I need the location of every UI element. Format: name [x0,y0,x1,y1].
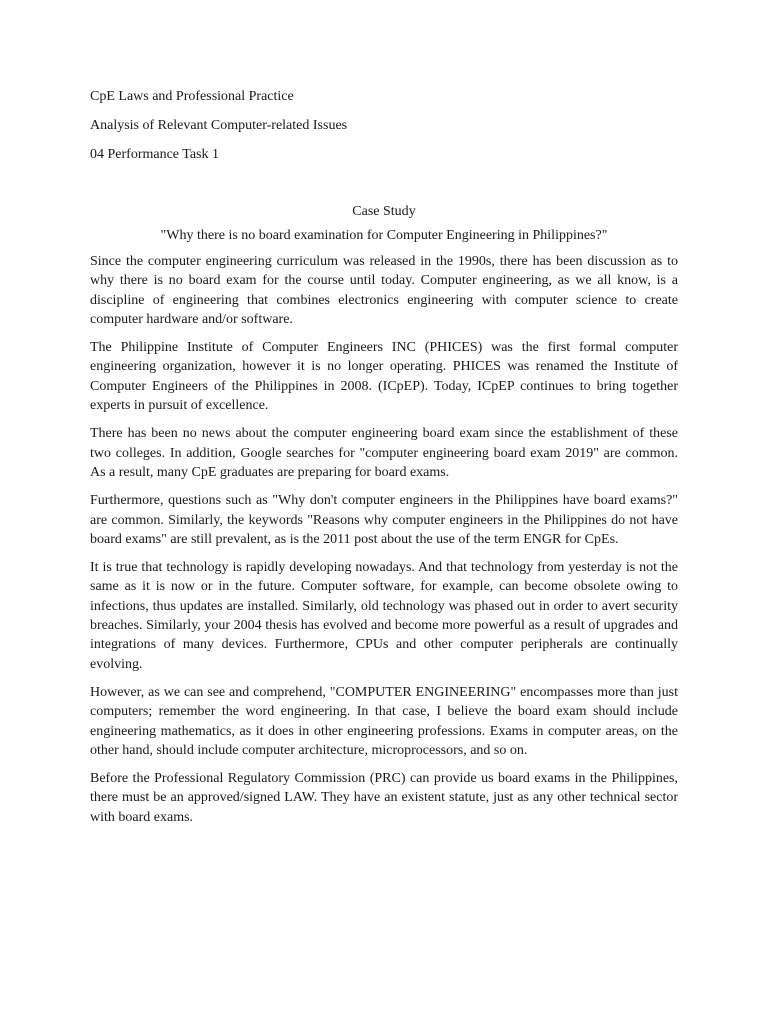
course-title: CpE Laws and Professional Practice [90,89,294,104]
task-title: 04 Performance Task 1 [90,147,220,162]
topic-title: Analysis of Relevant Computer-related Issues [90,118,348,133]
paragraph: The Philippine Institute of Computer Engineers INC (PHICES) was the first formal computer engineering organization, however it is no longer operating. PHICES was renamed the Institute of Computer Engineers of the Philippines in 2008. (ICpEP). Today, ICpEP continues to bring together experts in pursuit of excellence. [90,340,678,414]
paragraph: Before the Professional Regulatory Commission (PRC) can provide us board exams in the Philippines, there must be an approved/signed LAW. They have an existent statute, just as any other technical sector with board exams. [90,771,678,825]
paragraph: However, as we can see and comprehend, "COMPUTER ENGINEERING" encompasses more than just computers; remember the word engineering. In that case, I believe the board exam should include engineering mathematics, as it does in other engineering professions. Exams in computer areas, on the other hand, should include computer architecture, microprocessors, and so on. [90,684,678,758]
body-text [90,252,678,827]
document-page [90,88,678,836]
case-study-heading: Case Study [352,204,416,219]
paragraph: It is true that technology is rapidly developing nowadays. And that technology from yesterday is not the same as it is now or in the future. Computer software, for example, can become obsolete owing to infections, thus updates are installed. Similarly, old technology was phased out in order to avert security breaches. Similarly, your 2004 thesis has evolved and become more powerful as a result of upgrades and integrations of many devices. Furthermore, CPUs and other computer peripherals are continually evolving. [90,560,678,672]
paragraph: Furthermore, questions such as "Why don't computer engineers in the Philippines have board exams?" are common. Similarly, the keywords "Reasons why computer engineers in the Philippines do not have board exams" are still prevalent, as is the 2011 post about the use of the term ENGR for CpEs. [90,493,678,547]
case-study-question: "Why there is no board examination for Computer Engineering in Philippines?" [160,228,608,243]
paragraph: There has been no news about the computer engineering board exam since the establishment of these two colleges. In addition, Google searches for "computer engineering board exam 2019" are common. As a result, many CpE graduates are preparing for board exams. [90,426,678,480]
paragraph: Since the computer engineering curriculum was released in the 1990s, there has been discussion as to why there is no board exam for the course until today. Computer engineering, as we all know, is a discipline of engineering that combines electronics engineering with computer science to create computer hardware and/or software. [90,254,678,327]
